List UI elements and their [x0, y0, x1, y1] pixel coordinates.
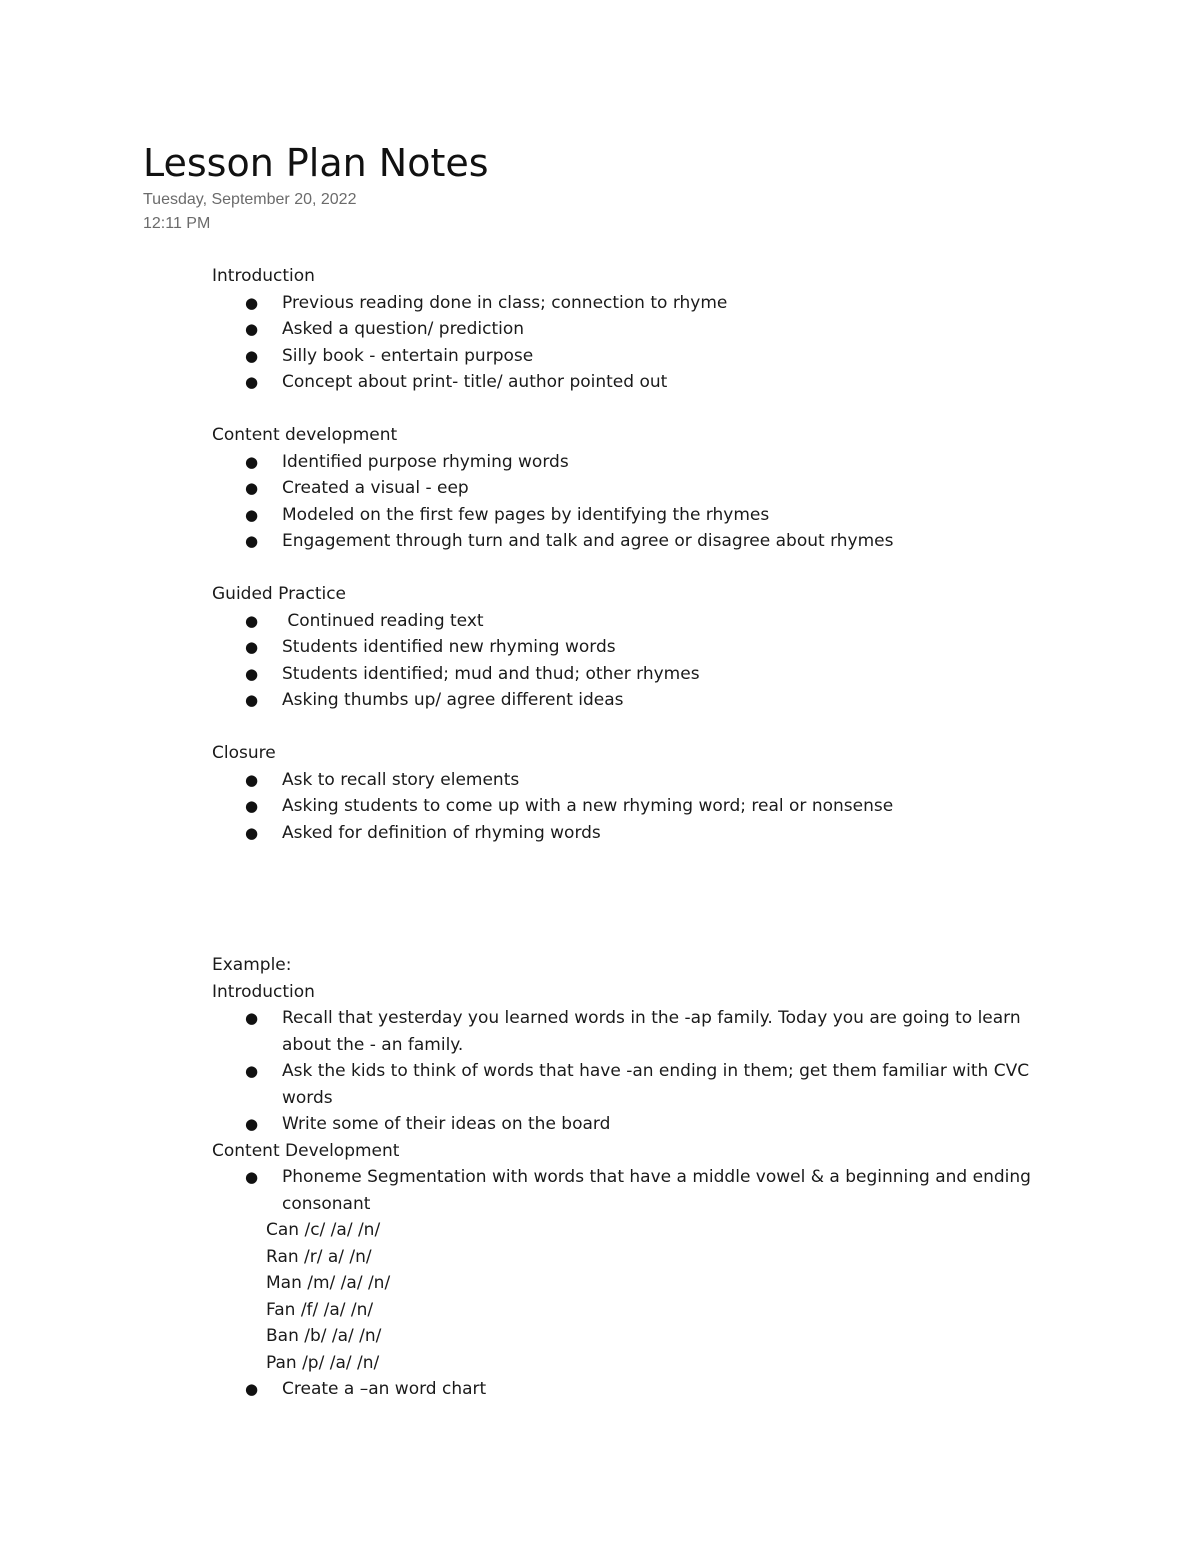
bullet-icon: ●: [245, 1380, 259, 1398]
list-item: ● Create a –an word chart: [212, 1376, 1072, 1403]
bullet-icon: ●: [245, 505, 259, 524]
bullet-icon: ●: [245, 320, 259, 338]
section-heading-content-development: Content development: [212, 425, 398, 445]
bullet-icon: ●: [245, 1168, 259, 1186]
segmentation-line: Fan /f/ /a/ /n/: [266, 1299, 374, 1320]
list-item: ● Students identified; mud and thud; other rhymes: [212, 661, 1072, 688]
bullet-icon: ●: [245, 479, 259, 497]
bullet-icon: ●: [245, 373, 259, 391]
bullet-icon: ●: [245, 293, 259, 312]
content-development-list: [212, 449, 1072, 555]
bullet-icon: ●: [245, 452, 259, 471]
page-title: Lesson Plan Notes: [143, 141, 489, 185]
list-item: ● Modeled on the first few pages by identifying the rhymes: [212, 502, 1072, 529]
list-item: ● Recall that yesterday you learned words in the -ap family. Today you are going to learn about the - an family.: [212, 1005, 1072, 1058]
list-item: ● Asking students to come up with a new rhyming word; real or nonsense: [212, 793, 1072, 820]
list-item: ● Asking thumbs up/ agree different ideas: [212, 687, 1072, 714]
segmentation-line: Can /c/ /a/ /n/: [266, 1220, 381, 1240]
bullet-icon: ●: [245, 1115, 259, 1133]
example-content-development-list: [212, 1164, 1072, 1217]
section-heading-closure: Closure: [212, 743, 276, 763]
section-heading-introduction: Introduction: [212, 266, 315, 286]
closure-list: [212, 767, 1072, 847]
list-item: ● Identified purpose rhyming words: [212, 449, 1072, 476]
list-item: ● Created a visual - eep: [212, 475, 1072, 502]
list-item: ● Asked a question/ prediction: [212, 316, 1072, 343]
guided-practice-list: [212, 608, 1072, 714]
bullet-icon: ●: [245, 797, 259, 815]
bullet-icon: ●: [245, 532, 259, 550]
bullet-icon: ●: [245, 1009, 259, 1027]
segmentation-line: Pan /p/ /a/ /n/: [266, 1352, 380, 1373]
list-item: ● Phoneme Segmentation with words that have a middle vowel & a beginning and ending consonant: [212, 1164, 1072, 1217]
bullet-icon: ●: [245, 823, 259, 842]
bullet-icon: ●: [245, 664, 259, 683]
page-date: Tuesday, September 20, 2022: [143, 191, 357, 208]
list-item: ● Engagement through turn and talk and agree or disagree about rhymes: [212, 528, 1072, 555]
bullet-icon: ●: [245, 1062, 259, 1080]
list-item: ● Ask the kids to think of words that have -an ending in them; get them familiar with CVC words: [212, 1058, 1072, 1111]
example-introduction-list: [212, 1005, 1072, 1138]
segmentation-line: Ban /b/ /a/ /n/: [266, 1326, 382, 1346]
note-body: [212, 263, 1072, 1403]
example-content-development-list-continued: [212, 1376, 1072, 1403]
example-heading-introduction: Introduction: [212, 981, 315, 1002]
bullet-icon: ●: [245, 638, 259, 656]
bullet-icon: ●: [245, 691, 259, 709]
list-item: ● Ask to recall story elements: [212, 767, 1072, 794]
example-heading-content-development: Content Development: [212, 1140, 400, 1161]
segmentation-list: [212, 1217, 1072, 1376]
segmentation-line: Ran /r/ a/ /n/: [266, 1246, 372, 1267]
list-item: ● Asked for definition of rhyming words: [212, 820, 1072, 847]
list-item: ● Continued reading text: [212, 608, 1072, 635]
bullet-icon: ●: [245, 770, 259, 789]
page-time: 12:11 PM: [143, 215, 211, 232]
list-item: ● Previous reading done in class; connection to rhyme: [212, 290, 1072, 317]
bullet-icon: ●: [245, 611, 259, 630]
list-item: ● Students identified new rhyming words: [212, 634, 1072, 661]
segmentation-line: Man /m/ /a/ /n/: [266, 1273, 391, 1293]
list-item: ● Silly book - entertain purpose: [212, 343, 1072, 370]
list-item: ● Write some of their ideas on the board: [212, 1111, 1072, 1138]
list-item: ● Concept about print- title/ author pointed out: [212, 369, 1072, 396]
section-heading-guided-practice: Guided Practice: [212, 584, 347, 604]
example-label: Example:: [212, 955, 292, 975]
bullet-icon: ●: [245, 346, 259, 365]
introduction-list: [212, 290, 1072, 396]
